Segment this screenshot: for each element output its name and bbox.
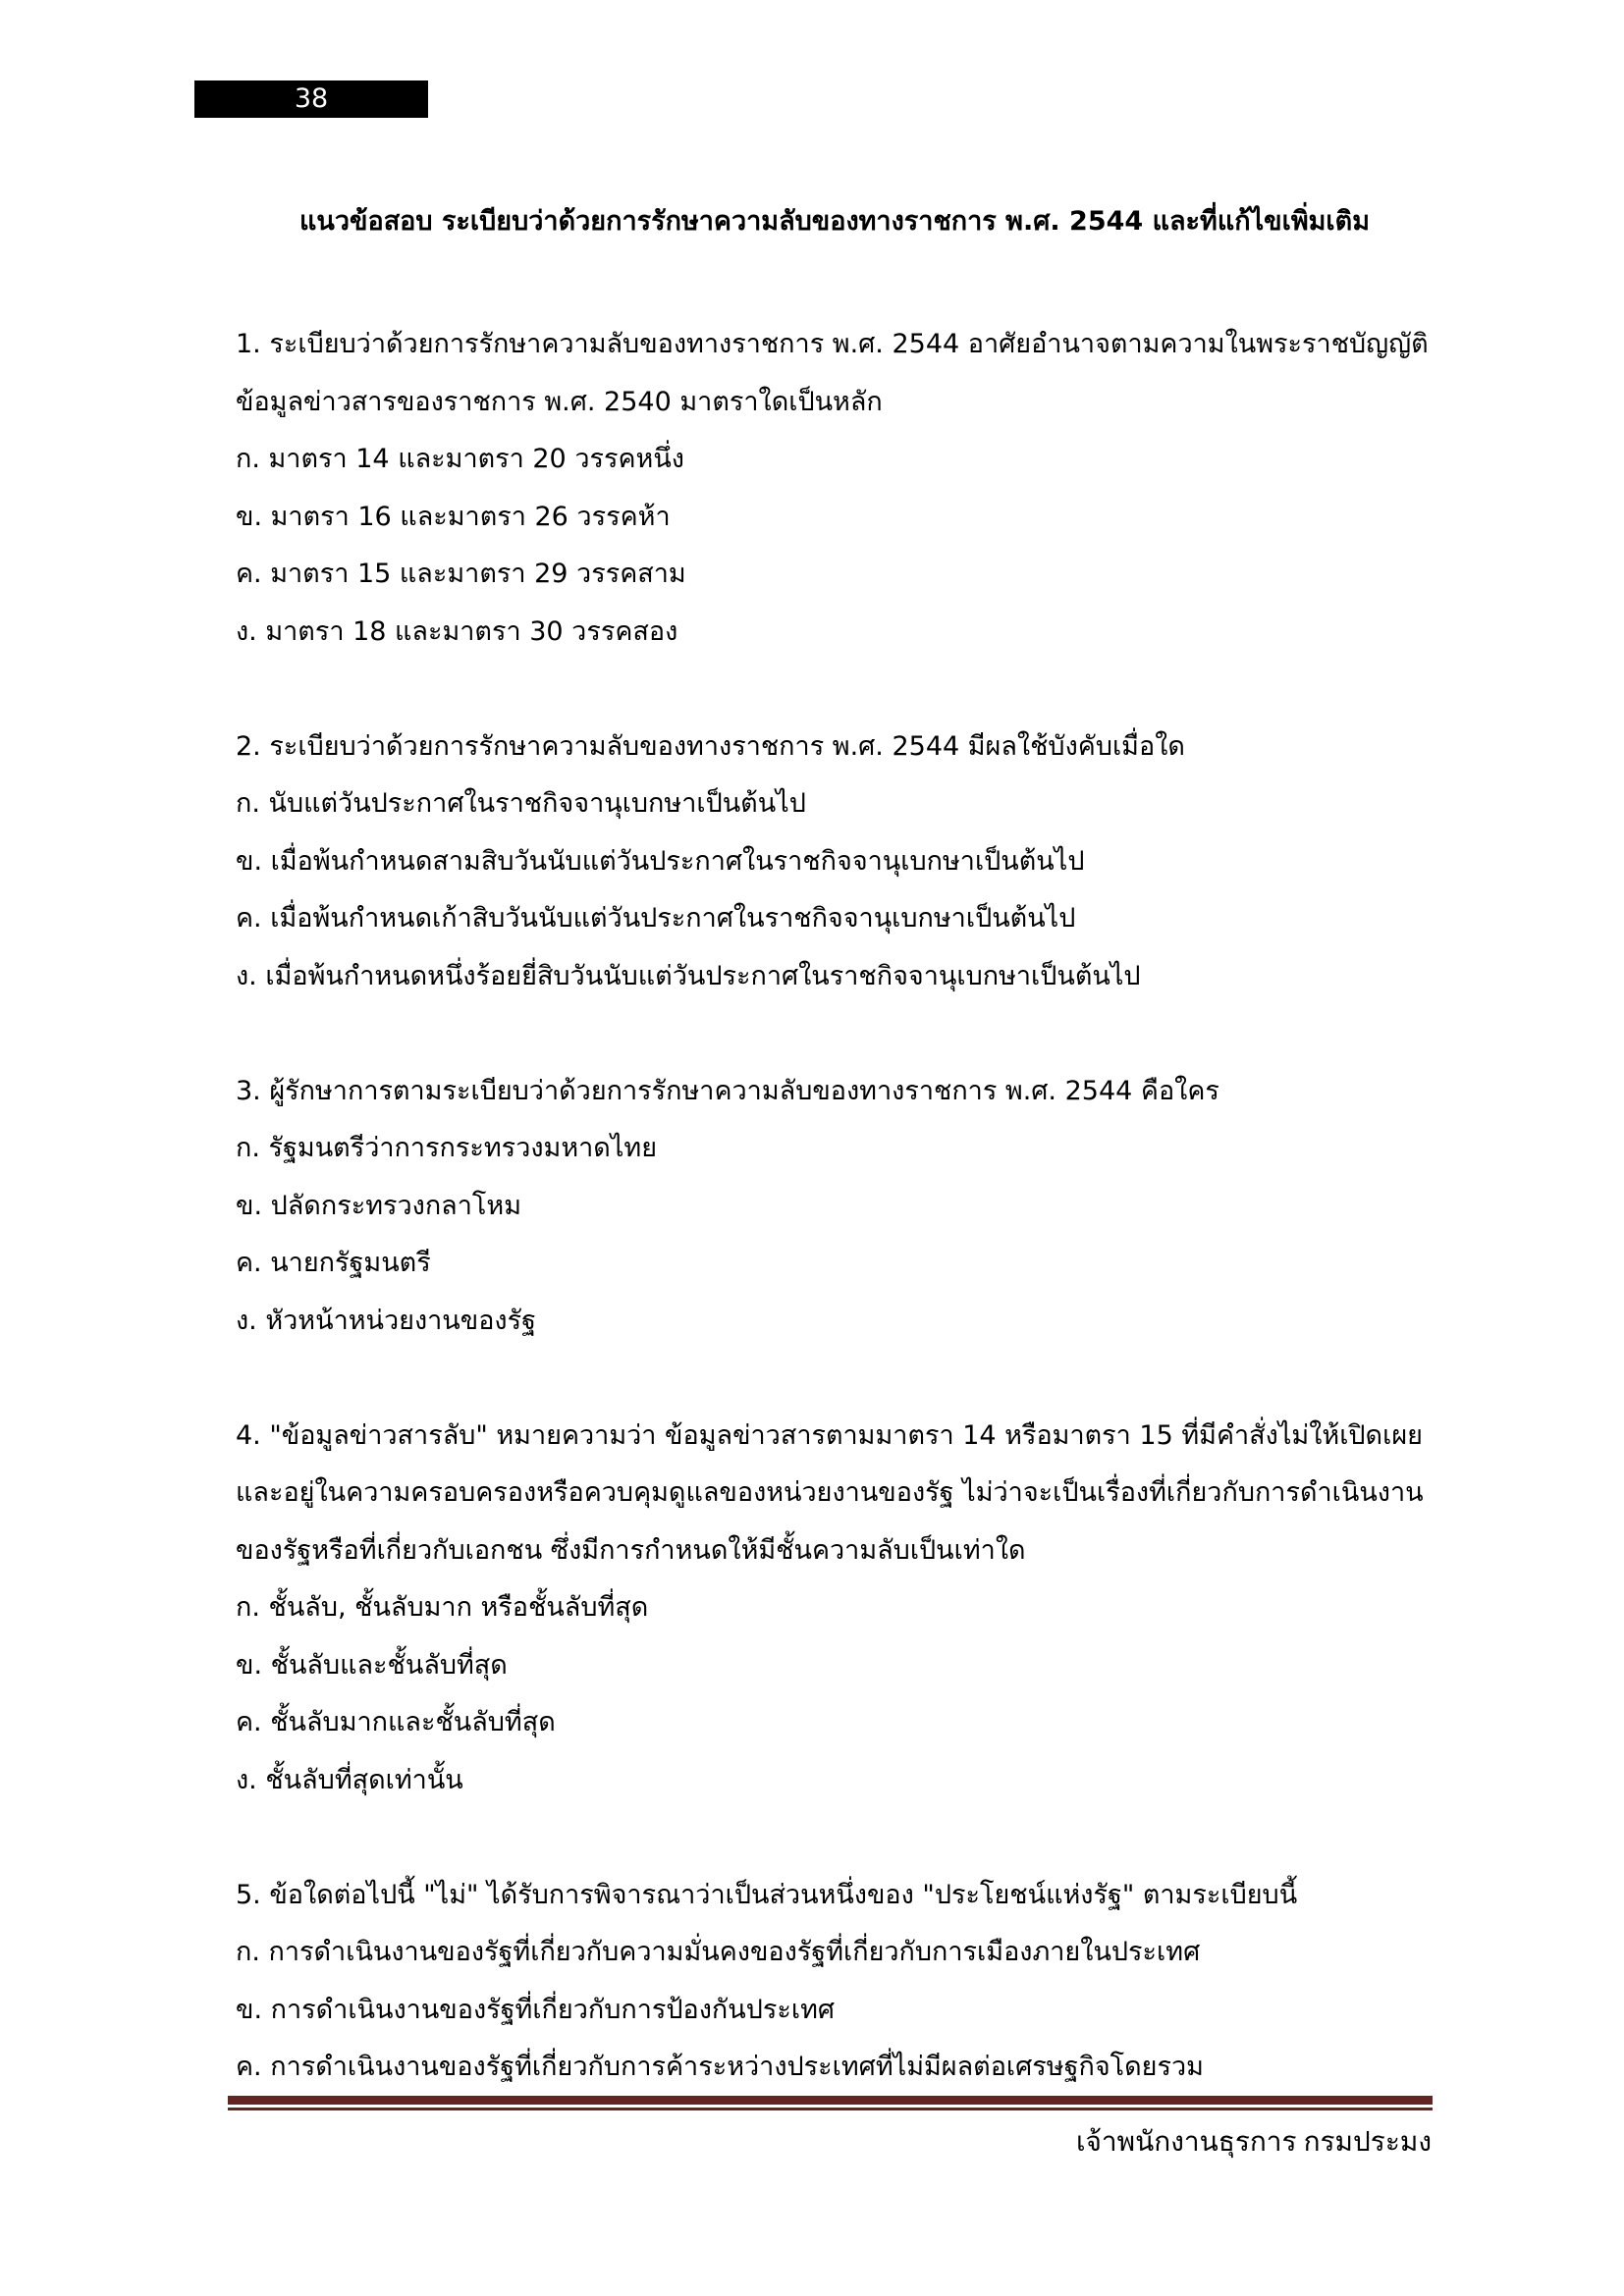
spacer: [236, 1005, 1435, 1063]
answer-choice: ง. เมื่อพ้นกำหนดหนึ่งร้อยยี่สิบวันนับแต่วันประกาศในราชกิจจานุเบกษาเป็นต้นไป: [236, 960, 1141, 991]
answer-choice: ก. การดำเนินงานของรัฐที่เกี่ยวกับความมั่นคงของรัฐที่เกี่ยวกับการเมืองภายในประเทศ: [236, 1937, 1201, 1967]
answer-choice: ข. การดำเนินงานของรัฐที่เกี่ยวกับการป้องกันประเทศ: [236, 1994, 836, 2025]
page-number-box: [194, 80, 428, 118]
page-number: 38: [294, 83, 329, 114]
answer-choice: ง. หัวหน้าหน่วยงานของรัฐ: [236, 1305, 537, 1336]
footer-text: เจ้าพนักงานธุรการ กรมประมง: [1075, 2127, 1432, 2158]
answer-choice: ก. รัฐมนตรีว่าการกระทรวงมหาดไทย: [236, 1133, 658, 1163]
answer-choice: ข. ชั้นลับและชั้นลับที่สุด: [236, 1649, 508, 1681]
answer-choice: ค. มาตรา 15 และมาตรา 29 วรรคสาม: [236, 559, 686, 589]
answer-choice: ข. มาตรา 16 และมาตรา 26 วรรคห้า: [236, 501, 671, 532]
answer-choice: ข. ปลัดกระทรวงกลาโหม: [236, 1190, 521, 1221]
question-text: 5. ข้อใดต่อไปนี้ "ไม่" ได้รับการพิจารณาว่าเป็นส่วนหนึ่งของ "ประโยชน์แห่งรัฐ" ตามระเบียบนี้: [236, 1879, 1298, 1910]
answer-choice: ข. เมื่อพ้นกำหนดสามสิบวันนับแต่วันประกาศในราชกิจจานุเบกษาเป็นต้นไป: [236, 845, 1085, 877]
answer-choice: ค. การดำเนินงานของรัฐที่เกี่ยวกับการค้าระหว่างประเทศที่ไม่มีผลต่อเศรษฐกิจโดยรวม: [236, 2052, 1204, 2082]
question-3: [236, 1063, 1435, 1351]
answer-choice: ก. ชั้นลับ, ชั้นลับมาก หรือชั้นลับที่สุด: [236, 1592, 649, 1623]
question-5: [236, 1867, 1435, 2097]
spacer: [236, 1809, 1435, 1867]
answer-choice: ง. มาตรา 18 และมาตรา 30 วรรคสอง: [236, 615, 678, 647]
question-text: ของรัฐหรือที่เกี่ยวกับเอกชน ซึ่งมีการกำหนดให้มีชั้นความลับเป็นเท่าใด: [236, 1534, 1026, 1566]
question-text: 2. ระเบียบว่าด้วยการรักษาความลับของทางราชการ พ.ศ. 2544 มีผลใช้บังคับเมื่อใด: [236, 730, 1185, 762]
answer-choice: ง. ชั้นลับที่สุดเท่านั้น: [236, 1764, 463, 1795]
question-1: [236, 316, 1435, 661]
spacer: [236, 1350, 1435, 1408]
question-text: 4. "ข้อมูลข่าวสารลับ" หมายความว่า ข้อมูลข่าวสารตามมาตรา 14 หรือมาตรา 15 ที่มีคำสั่งไม่ให้เปิดเผย: [236, 1419, 1423, 1451]
footer-rule-thick: [228, 2096, 1433, 2105]
question-text: 1. ระเบียบว่าด้วยการรักษาความลับของทางราชการ พ.ศ. 2544 อาศัยอำนาจตามความในพระราชบัญญัติ: [236, 329, 1429, 359]
answer-choice: ค. ชั้นลับมากและชั้นลับที่สุด: [236, 1707, 556, 1737]
footer-rule-thin: [228, 2108, 1433, 2110]
answer-choice: ก. มาตรา 14 และมาตรา 20 วรรคหนึ่ง: [236, 444, 684, 474]
question-list: [236, 316, 1435, 2097]
document-title: แนวข้อสอบ ระเบียบว่าด้วยการรักษาความลับของทางราชการ พ.ศ. 2544 และที่แก้ไขเพิ่มเติม: [299, 206, 1370, 237]
question-2: [236, 719, 1435, 1006]
spacer: [236, 661, 1435, 719]
answer-choice: ค. เมื่อพ้นกำหนดเก้าสิบวันนับแต่วันประกาศในราชกิจจานุเบกษาเป็นต้นไป: [236, 903, 1076, 934]
question-text: ข้อมูลข่าวสารของราชการ พ.ศ. 2540 มาตราใดเป็นหลัก: [236, 386, 883, 417]
question-4: [236, 1408, 1435, 1810]
question-text: และอยู่ในความครอบครองหรือควบคุมดูแลของหน่วยงานของรัฐ ไม่ว่าจะเป็นเรื่องที่เกี่ยวกับการดำเนินงาน: [236, 1477, 1424, 1508]
question-text: 3. ผู้รักษาการตามระเบียบว่าด้วยการรักษาความลับของทางราชการ พ.ศ. 2544 คือใคร: [236, 1075, 1219, 1106]
answer-choice: ค. นายกรัฐมนตรี: [236, 1248, 431, 1278]
answer-choice: ก. นับแต่วันประกาศในราชกิจจานุเบกษาเป็นต้นไป: [236, 788, 806, 819]
